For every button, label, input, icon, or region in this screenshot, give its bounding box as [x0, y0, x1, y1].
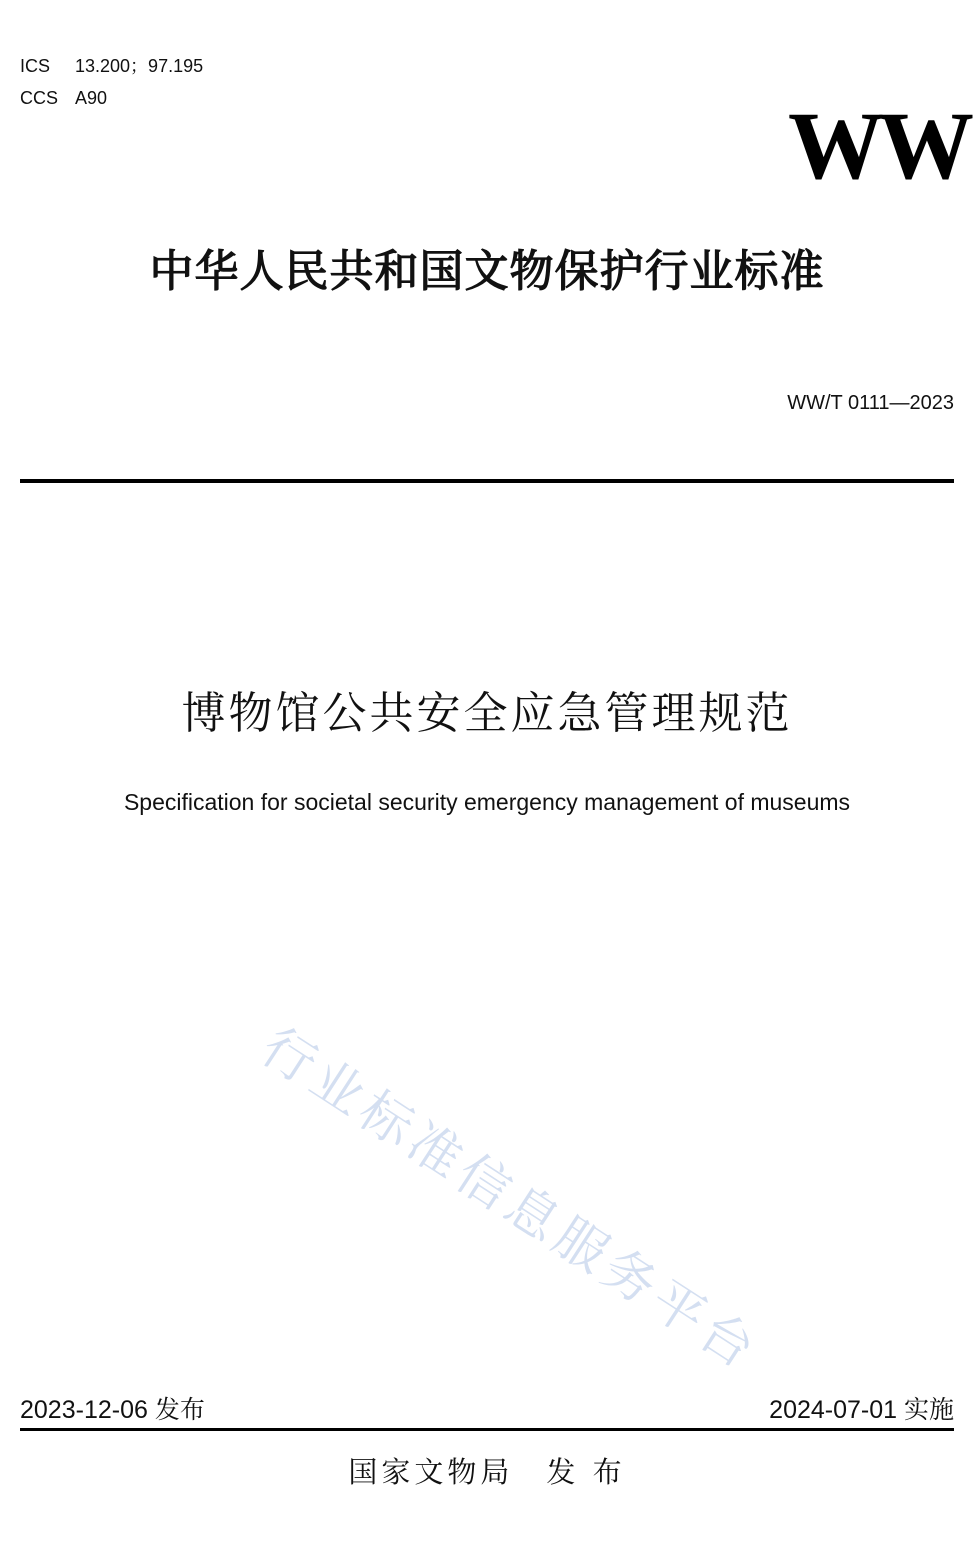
issue-date: 2023-12-06 发布 [20, 1396, 205, 1424]
ics-line [20, 50, 203, 82]
standard-category-title: 中华人民共和国文物保护行业标准 [149, 246, 825, 297]
top-divider [20, 479, 954, 483]
standard-number: WW/T 0111—2023 [787, 392, 954, 414]
ccs-line [20, 82, 203, 114]
ics-value: 13.200；97.195 [75, 56, 204, 76]
implementation-date: 2024-07-01 实施 [769, 1396, 954, 1424]
ics-label: ICS [20, 56, 51, 76]
ww-logo: WW [788, 92, 968, 199]
classification-codes [20, 50, 203, 114]
issuing-authority: 国家文物局 发 布 [348, 1455, 626, 1489]
ccs-value: A90 [75, 88, 108, 108]
bottom-divider [20, 1428, 954, 1431]
watermark: 行业标准信息服务平台 [250, 1016, 770, 1384]
document-title-zh: 博物馆公共安全应急管理规范 [181, 688, 793, 739]
document-title-en: Specification for societal security emergency management of museums [123, 789, 851, 815]
ccs-label: CCS [20, 88, 59, 108]
